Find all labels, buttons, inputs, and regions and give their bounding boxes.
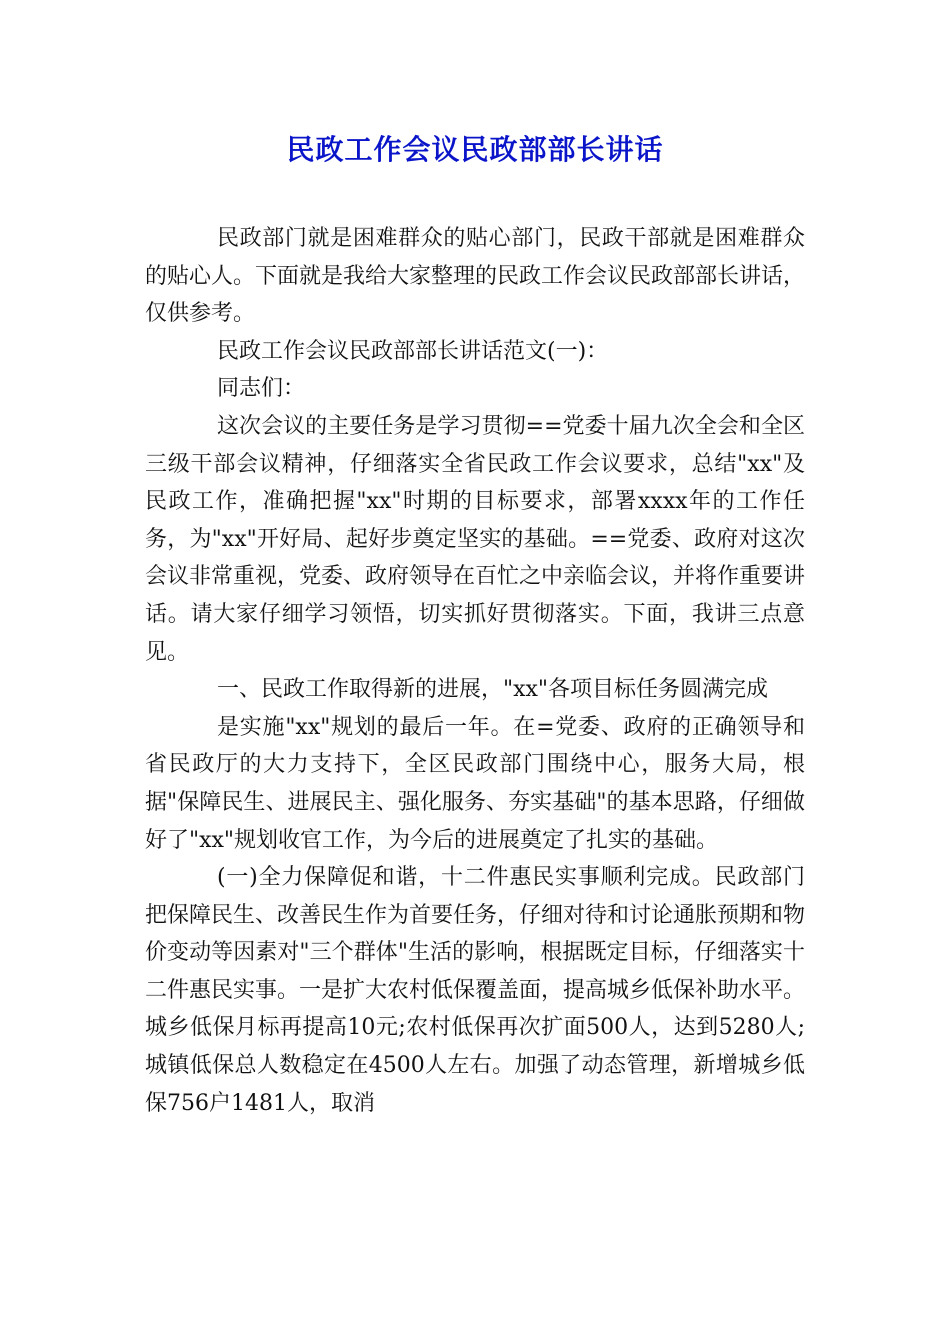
paragraph-meeting-tasks: 这次会议的主要任务是学习贯彻==党委十届九次全会和全区三级干部会议精神，仔细落实全省民政工作会议要求，总结"xx"及民政工作，准确把握"xx"时期的目标要求，部署xxxx年的工作任务，为"xx"开好局、起好步奠定坚实的基础。==党委、政府对这次会议非常重视，党委、政府领导在百忙之中亲临会议，并将作重要讲话。请大家仔细学习领悟，切实抓好贯彻落实。下面，我讲三点意见。 [145, 413, 806, 665]
paragraph-intro: 民政部门就是困难群众的贴心部门，民政干部就是困难群众的贴心人。下面就是我给大家整理的民政工作会议民政部部长讲话，仅供参考。 [145, 226, 806, 327]
document-title: 民政工作会议民政部部长讲话 [286, 133, 664, 166]
paragraph-twelve-projects: (一)全力保障促和谐，十二件惠民实事顺利完成。民政部门把保障民生、改善民生作为首要任务，仔细对待和讨论通胀预期和物价变动等因素对"三个群体"生活的影响，根据既定目标，仔细落实十二件惠民实事。一是扩大农村低保覆盖面，提高城乡低保补助水平。城乡低保月标再提高10元;农村低保再次扩面500人，达到5280人;城镇低保总人数稳定在4500人左右。加强了动态管理，新增城乡低保756户1481人，取消 [145, 865, 806, 1116]
document-body [145, 220, 805, 1122]
section-heading-1: 一、民政工作取得新的进展，"xx"各项目标任务圆满完成 [217, 677, 769, 703]
paragraph-salutation: 同志们： [217, 376, 306, 402]
paragraph-plan-final-year: 是实施"xx"规划的最后一年。在=党委、政府的正确领导和省民政厅的大力支持下，全区民政部门围绕中心，服务大局，根据"保障民生、进展民主、强化服务、夯实基础"的基本思路，仔细做好了"xx"规划收官工作，为今后的进展奠定了扎实的基础。 [145, 714, 805, 853]
paragraph-sample-heading: 民政工作会议民政部部长讲话范文(一)： [217, 338, 609, 364]
